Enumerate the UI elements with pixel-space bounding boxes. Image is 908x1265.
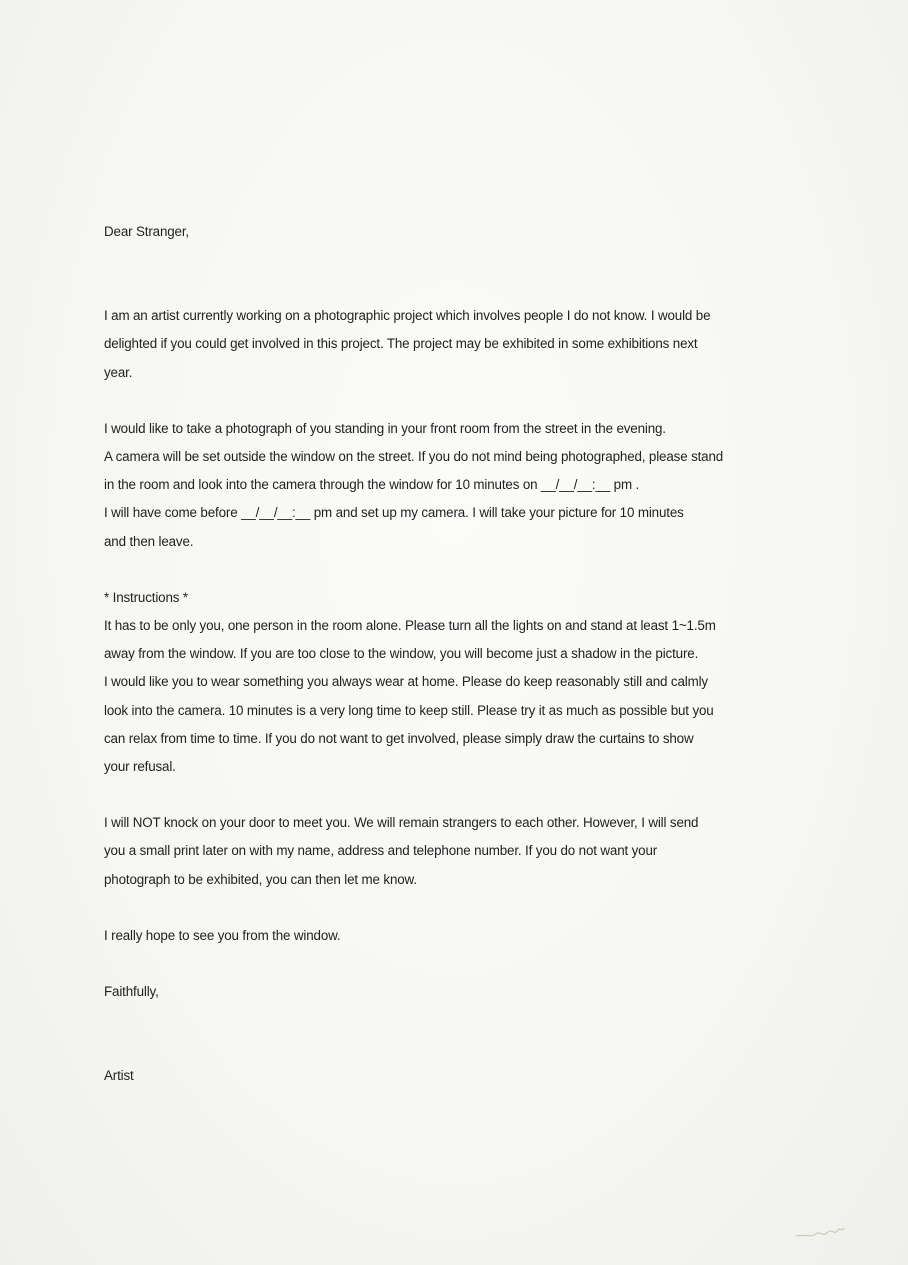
paragraph-photograph-request	[104, 415, 754, 556]
text-line: look into the camera. 10 minutes is a very long time to keep still. Please try it as much as possible but you	[104, 702, 714, 718]
paragraph-no-contact	[104, 809, 754, 894]
text-line: delighted if you could get involved in this project. The project may be exhibited in some exhibitions next	[104, 336, 698, 352]
text-line: photograph to be exhibited, you can then let me know.	[104, 871, 417, 887]
paragraph-instructions	[104, 584, 754, 781]
text-line: I would like you to wear something you always wear at home. Please do keep reasonably still and calmly	[104, 674, 708, 690]
closing: Faithfully,	[104, 984, 159, 1000]
text-line: you a small print later on with my name, address and telephone number. If you do not want your	[104, 843, 658, 859]
letter-body	[104, 218, 754, 1090]
text-line: A camera will be set outside the window on the street. If you do not mind being photographed, please stand	[104, 449, 724, 465]
text-line: away from the window. If you are too close to the window, you will become just a shadow in the picture.	[104, 646, 699, 662]
text-line: and then leave.	[104, 533, 194, 549]
signature: Artist	[104, 1068, 134, 1084]
text-line: I am an artist currently working on a photographic project which involves people I do not know. I would be	[104, 308, 711, 324]
paragraph-intro	[104, 302, 754, 387]
text-line: can relax from time to time. If you do not want to get involved, please simply draw the curtains to show	[104, 730, 694, 746]
text-line: your refusal.	[104, 759, 176, 775]
pencil-mark	[794, 1222, 846, 1244]
text-line: I will have come before __/__/__:__ pm and set up my camera. I will take your picture for 10 minutes	[104, 505, 684, 521]
salutation: Dear Stranger,	[104, 224, 189, 239]
instructions-heading: * Instructions *	[104, 589, 188, 605]
text-line: It has to be only you, one person in the room alone. Please turn all the lights on and stand at least 1~1.5m	[104, 618, 716, 634]
paragraph-hope: I really hope to see you from the window.	[104, 927, 341, 943]
text-line: in the room and look into the camera through the window for 10 minutes on __/__/__:__ pm .	[104, 477, 640, 493]
text-line: I would like to take a photograph of you standing in your front room from the street in the evening.	[104, 420, 666, 436]
text-line: year.	[104, 364, 133, 380]
text-line: I will NOT knock on your door to meet you. We will remain strangers to each other. However, I will send	[104, 815, 699, 831]
